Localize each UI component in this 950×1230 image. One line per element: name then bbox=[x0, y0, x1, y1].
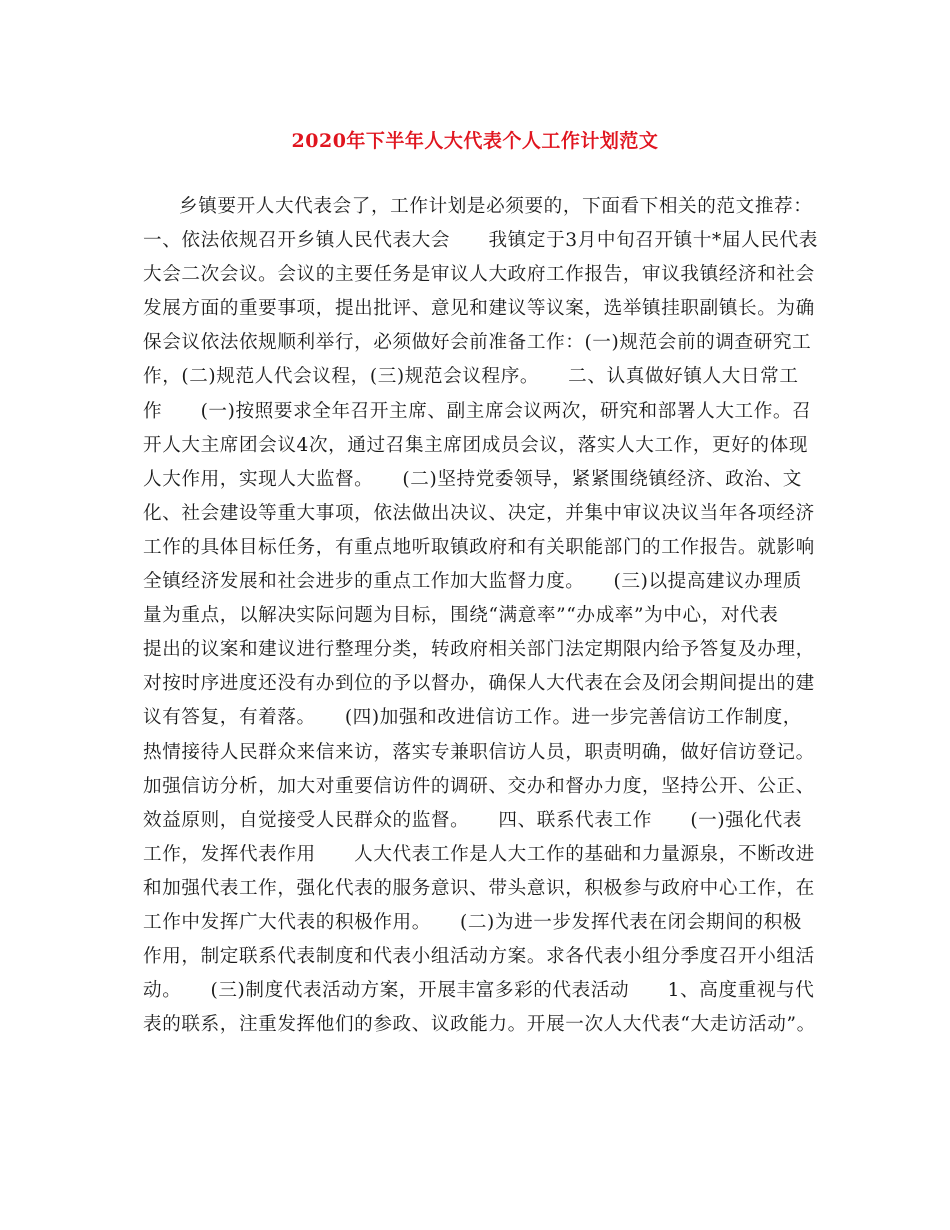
body-line: 全镇经济发展和社会进步的重点工作加大监督力度。 (三)以提高建议办理质 bbox=[143, 571, 802, 593]
body-line: 效益原则，自觉接受人民群众的监督。 四、联系代表工作 (一)强化代表 bbox=[143, 809, 802, 831]
body-line: 工作，发挥代表作用 人大代表工作是人大工作的基础和力量源泉，不断改进 bbox=[143, 843, 815, 865]
body-line: 作用，制定联系代表制度和代表小组活动方案。求各代表小组分季度召开小组活 bbox=[143, 946, 815, 968]
body-line: 作，(二)规范人代会议程，(三)规范会议程序。 二、认真做好镇人大日常工 bbox=[143, 366, 799, 388]
body-line: 议有答复，有着落。 (四)加强和改进信访工作。进一步完善信访工作制度， bbox=[143, 707, 802, 729]
body-line: 对按时序进度还没有办到位的予以督办，确保人大代表在会及闭会期间提出的建 bbox=[143, 673, 815, 695]
body-line: 保会议依法依规顺利举行，必须做好会前准备工作：(一)规范会前的调查研究工 bbox=[143, 332, 812, 354]
body-line: 量为重点，以解决实际问题为目标，围绕“满意率”“办成率”为中心，对代表 bbox=[143, 605, 779, 627]
document-title: 2020年下半年人大代表个人工作计划范文 bbox=[291, 130, 659, 152]
body-line: 工作的具体目标任务，有重点地听取镇政府和有关职能部门的工作报告。就影响 bbox=[143, 536, 815, 558]
document-body bbox=[143, 190, 823, 1042]
body-line: 和加强代表工作，强化代表的服务意识、带头意识，积极参与政府中心工作，在 bbox=[143, 877, 815, 899]
body-line: 作 (一)按照要求全年召开主席、副主席会议两次，研究和部署人大工作。召 bbox=[143, 400, 812, 422]
body-line: 一、依法依规召开乡镇人民代表大会 我镇定于3月中旬召开镇十*届人民代表 bbox=[143, 230, 818, 252]
body-line: 人大作用，实现人大监督。 (二)坚持党委领导，紧紧围绕镇经济、政治、文 bbox=[143, 468, 802, 490]
body-line: 化、社会建设等重大事项，依法做出决议、决定，并集中审议决议当年各项经济 bbox=[143, 502, 815, 524]
body-line: 发展方面的重要事项，提出批评、意见和建议等议案，选举镇挂职副镇长。为确 bbox=[143, 298, 815, 320]
body-line: 动。 (三)制度代表活动方案，开展丰富多彩的代表活动 1、高度重视与代 bbox=[143, 980, 815, 1002]
body-line: 乡镇要开人大代表会了，工作计划是必须要的，下面看下相关的范文推荐： bbox=[179, 196, 813, 217]
body-line: 开人大主席团会议4次，通过召集主席团成员会议，落实人大工作，更好的体现 bbox=[143, 434, 809, 456]
body-line: 加强信访分析，加大对重要信访件的调研、交办和督办力度，坚持公开、公正、 bbox=[143, 775, 815, 797]
body-line: 热情接待人民群众来信来访，落实专兼职信访人员，职责明确，做好信访登记。 bbox=[143, 741, 815, 763]
body-line: 表的联系，注重发挥他们的参政、议政能力。开展一次人大代表“大走访活动”。 bbox=[143, 1014, 816, 1036]
body-line: 提出的议案和建议进行整理分类，转政府相关部门法定期限内给予答复及办理， bbox=[143, 639, 815, 661]
body-line: 大会二次会议。会议的主要任务是审议人大政府工作报告，审议我镇经济和社会 bbox=[143, 264, 815, 286]
body-line: 工作中发挥广大代表的积极作用。 (二)为进一步发挥代表在闭会期间的积极 bbox=[143, 911, 802, 933]
